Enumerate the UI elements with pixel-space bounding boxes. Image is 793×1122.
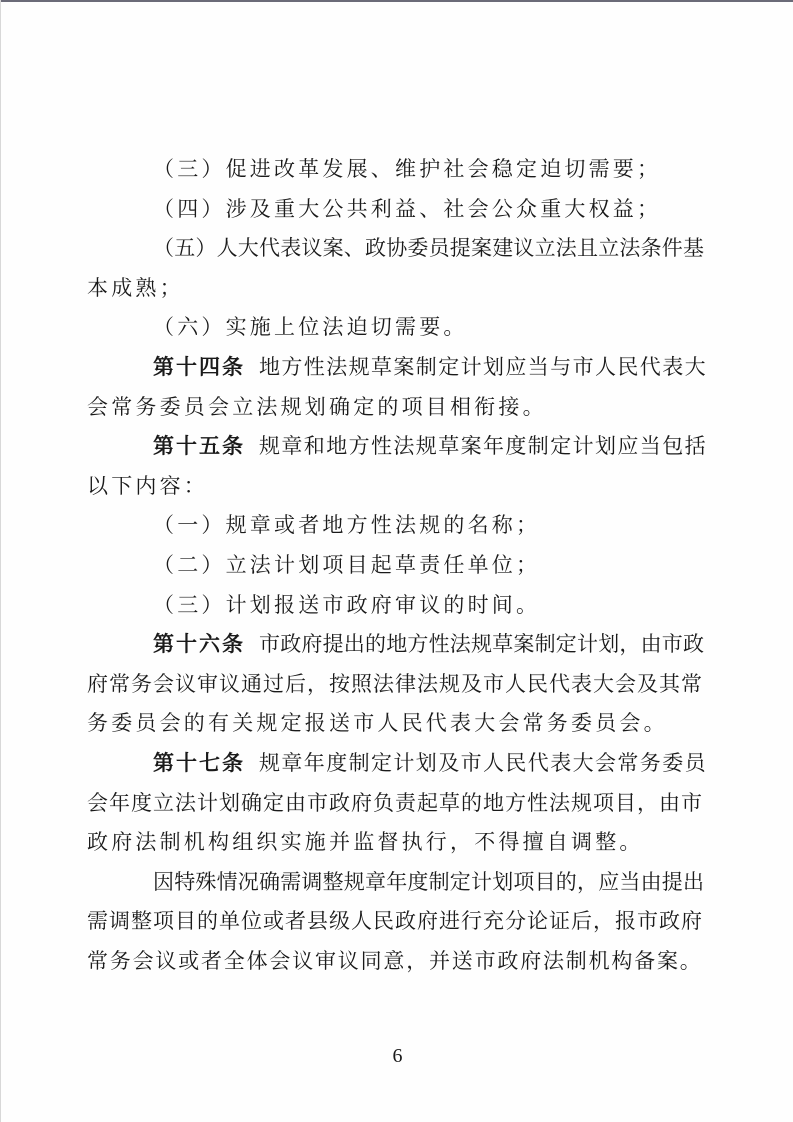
article-heading: 第十五条 [153,434,245,459]
article-heading: 第十六条 [153,632,245,657]
line-text: 本成熟； [87,275,184,300]
line-text: 会年度立法计划确定由市政府负责起草的地方性法规项目，由市 [87,790,703,815]
text-line [87,942,707,982]
line-text: （五）人大代表议案、政协委员提案建议立法且立法条件基 [153,236,705,261]
line-text: （二）立法计划项目起草责任单位； [153,552,541,577]
text-line [87,625,707,665]
line-text: 政府法制机构组织实施并监督执行，不得擅自调整。 [87,830,644,855]
line-text: 地方性法规草案制定计划应当与市人民代表大 [259,354,707,379]
text-line [87,586,707,626]
document-body [87,150,707,981]
line-text: （三）促进改革发展、维护社会稳定迫切需要； [153,157,662,181]
text-line [87,902,707,942]
line-text: 以下内容： [87,473,208,498]
text-line [87,269,707,309]
text-line [87,546,707,586]
text-line [87,190,707,230]
line-text: 需调整项目的单位或者县级人民政府进行充分论证后，报市政府 [87,909,703,934]
text-line [87,823,707,863]
line-text: （四）涉及重大公共利益、社会公众重大权益； [153,196,662,221]
text-line [87,467,707,507]
page-top-edge [1,0,793,2]
text-line [87,388,707,428]
line-text: 会常务委员会立法规划确定的项目相衔接。 [87,394,547,419]
text-line [87,348,707,388]
text-line [87,506,707,546]
page-number: 6 [392,1045,403,1067]
article-heading: 第十四条 [153,354,245,379]
line-text: 规章和地方性法规草案年度制定计划应当包括 [259,434,707,459]
text-line [87,229,707,269]
text-line [87,863,707,903]
text-line [87,150,707,190]
line-text: 府常务会议审议通过后，按照法律法规及市人民代表大会及其常 [87,671,703,696]
line-text: 市政府提出的地方性法规草案制定计划，由市政 [259,632,705,657]
text-line [87,308,707,348]
line-text: 务委员会的有关规定报送市人民代表大会常务委员会。 [87,711,668,736]
article-heading: 第十七条 [153,750,245,775]
text-line [87,427,707,467]
line-text: 规章年度制定计划及市人民代表大会常务委员 [259,750,707,775]
line-text: （六）实施上位法迫切需要。 [153,315,468,340]
text-line [87,744,707,784]
text-line [87,704,707,744]
line-text: 常务会议或者全体会议审议同意，并送市政府法制机构备案。 [87,948,703,973]
line-text: （三）计划报送市政府审议的时间。 [153,592,541,617]
text-line [87,784,707,824]
line-text: （一）规章或者地方性法规的名称； [153,513,541,538]
text-line [87,665,707,705]
line-text: 因特殊情况确需调整规章年度制定计划项目的，应当由提出 [153,869,705,894]
